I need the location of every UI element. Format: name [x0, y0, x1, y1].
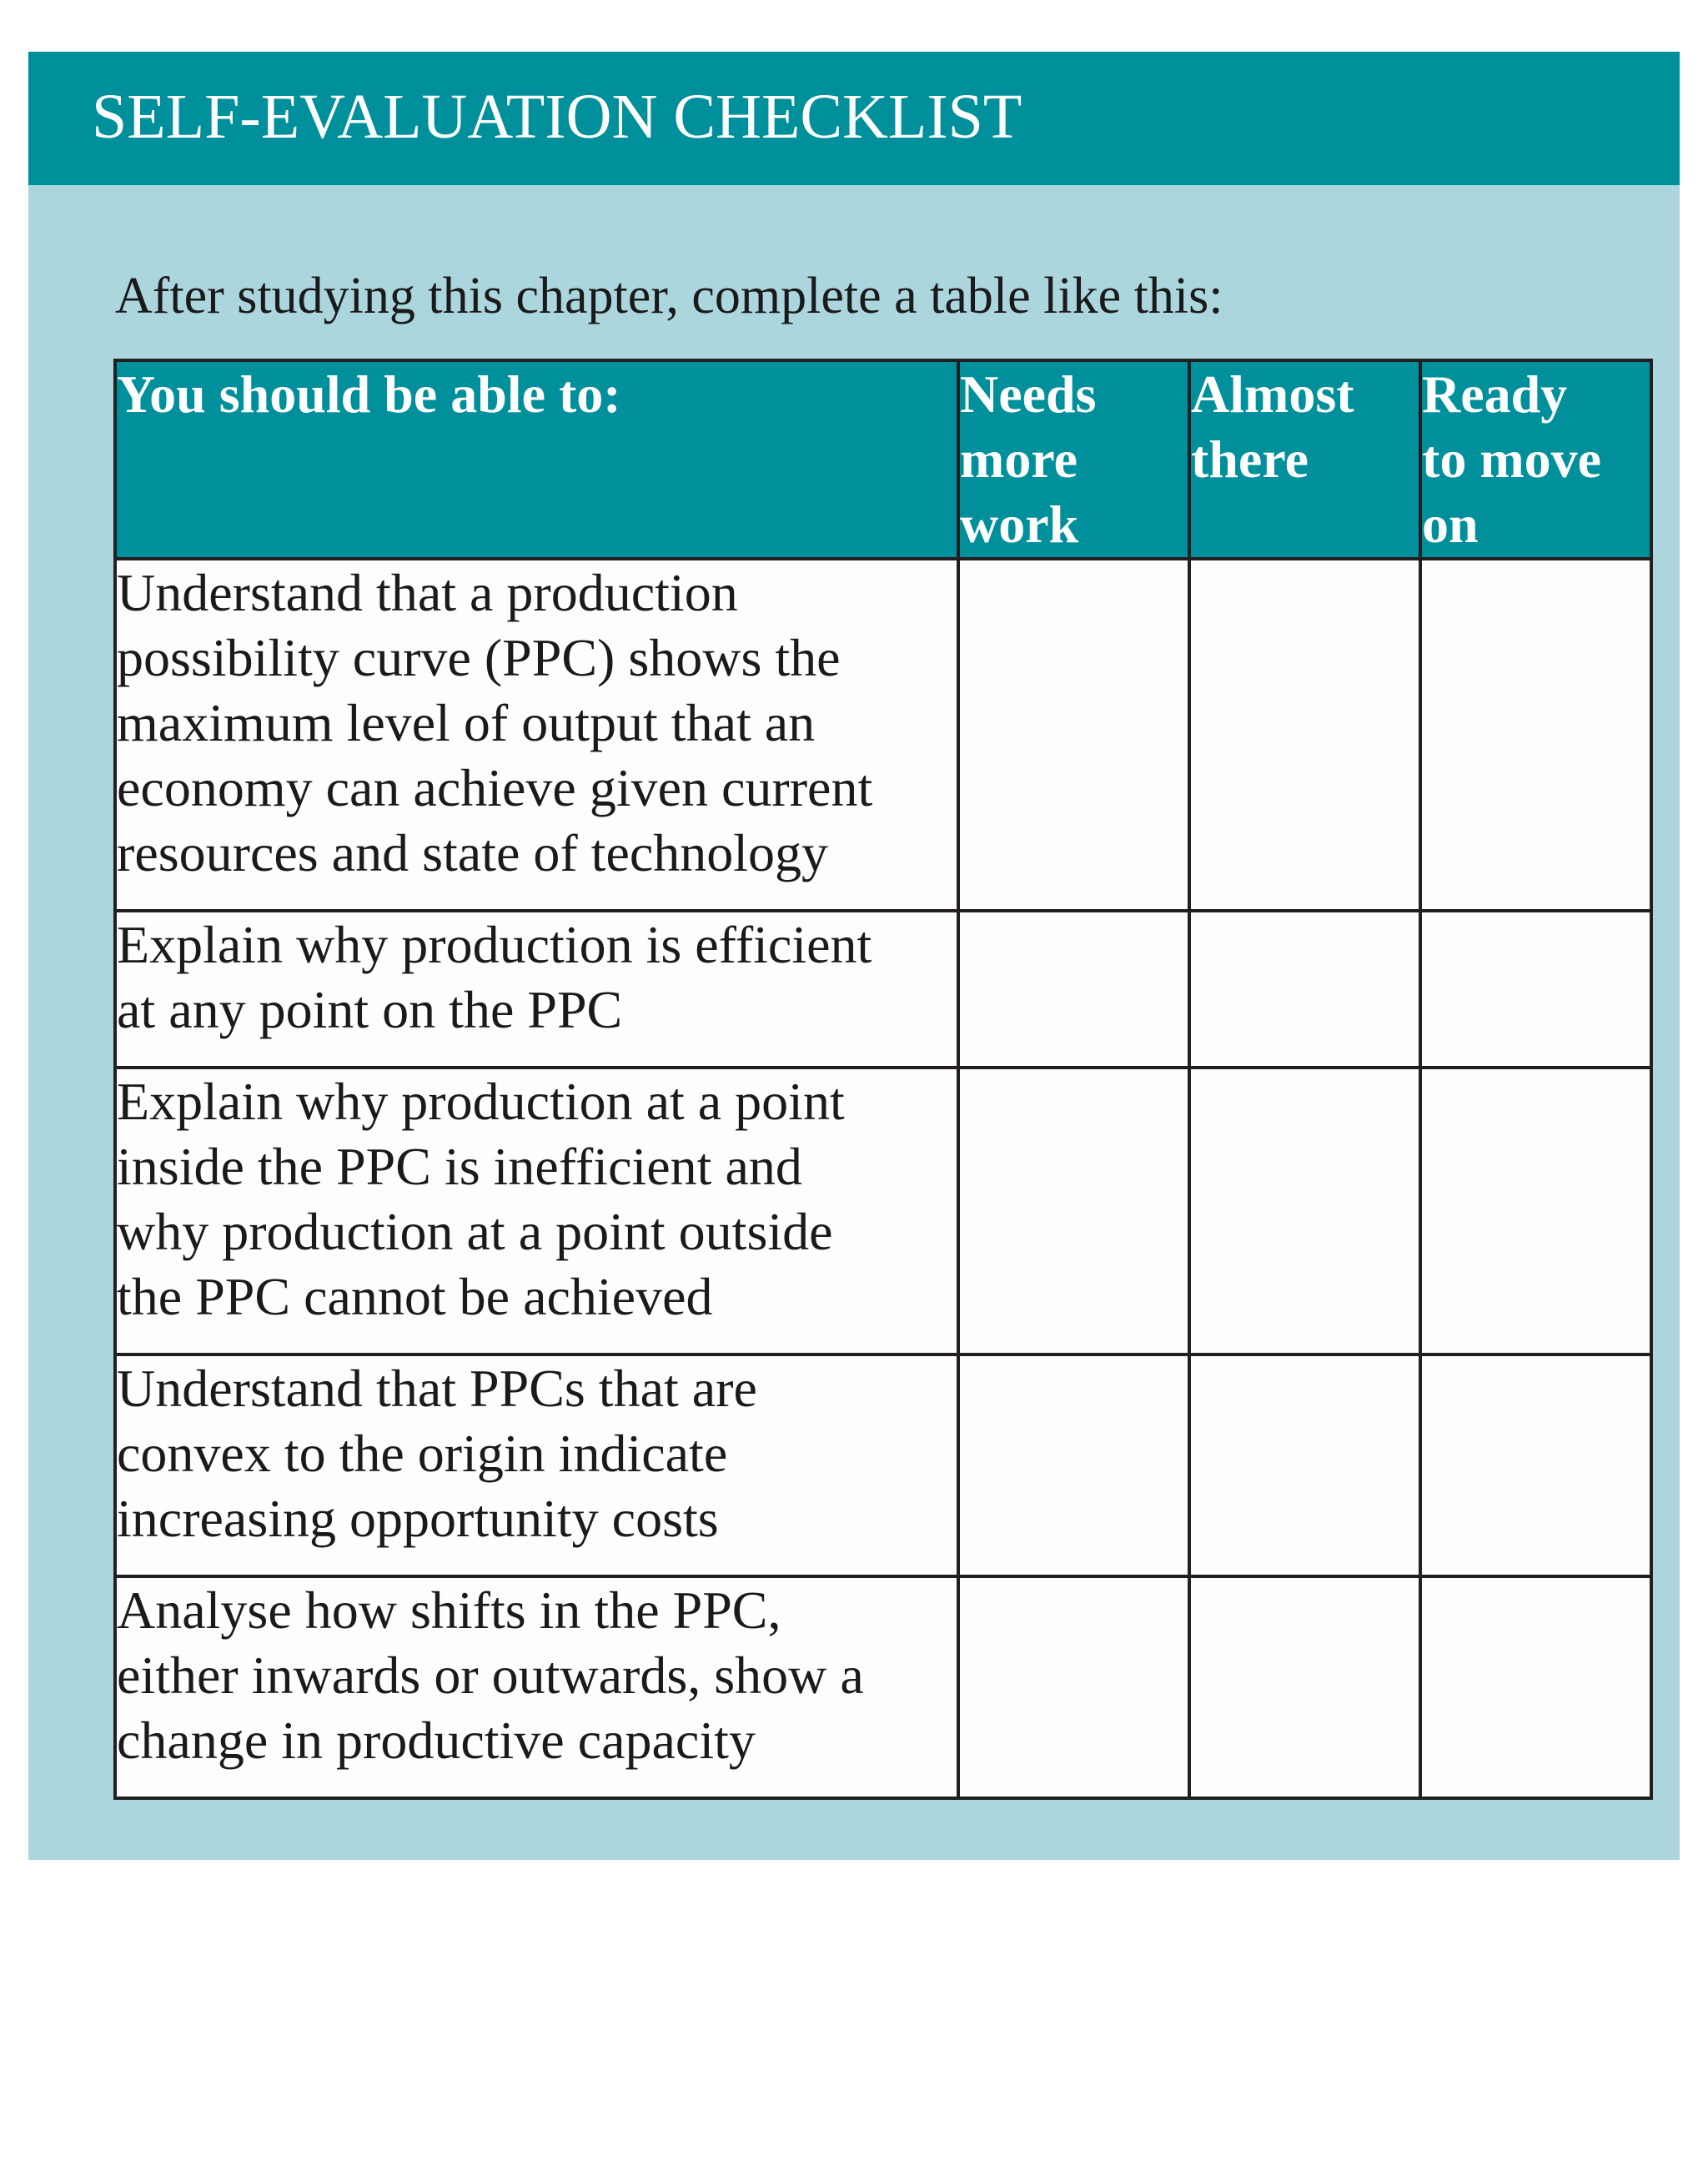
skill-cell: Explain why production is efficient at any point on the PPC [115, 911, 958, 1068]
almost-there-box[interactable] [1189, 1068, 1420, 1354]
table-row [115, 1068, 1651, 1354]
column-header-ready-to-move-on: Ready to move on [1420, 360, 1651, 559]
needs-more-work-box[interactable] [958, 559, 1189, 911]
table-row [115, 559, 1651, 911]
needs-more-work-box[interactable] [958, 1576, 1189, 1798]
needs-more-work-box[interactable] [958, 911, 1189, 1068]
skill-cell: Analyse how shifts in the PPC, either inwards or outwards, show a change in productive capacity [115, 1576, 958, 1798]
almost-there-box[interactable] [1189, 559, 1420, 911]
needs-more-work-box[interactable] [958, 1354, 1189, 1576]
panel-header [28, 52, 1680, 185]
column-header-needs-more-work: Needs more work [958, 360, 1189, 559]
skill-cell: Understand that a production possibility curve (PPC) shows the maximum level of output that an economy can achieve given current resources and state of technology [115, 559, 958, 911]
intro-text: After studying this chapter, complete a table like this: [115, 268, 1223, 324]
panel-title: SELF-EVALUATION CHECKLIST [92, 82, 1022, 152]
ready-to-move-on-box[interactable] [1420, 911, 1651, 1068]
ready-to-move-on-box[interactable] [1420, 559, 1651, 911]
ready-to-move-on-box[interactable] [1420, 1068, 1651, 1354]
almost-there-box[interactable] [1189, 1354, 1420, 1576]
checklist-panel [28, 52, 1680, 1860]
table-row [115, 1354, 1651, 1576]
column-header-skill: You should be able to: [115, 360, 958, 559]
needs-more-work-box[interactable] [958, 1068, 1189, 1354]
ready-to-move-on-box[interactable] [1420, 1576, 1651, 1798]
checklist-table [113, 359, 1653, 1800]
ready-to-move-on-box[interactable] [1420, 1354, 1651, 1576]
almost-there-box[interactable] [1189, 911, 1420, 1068]
table-row [115, 911, 1651, 1068]
header-row [115, 360, 1651, 559]
skill-cell: Understand that PPCs that are convex to the origin indicate increasing opportunity costs [115, 1354, 958, 1576]
skill-cell: Explain why production at a point inside the PPC is inefficient and why production at a point outside the PPC cannot be achieved [115, 1068, 958, 1354]
almost-there-box[interactable] [1189, 1576, 1420, 1798]
column-header-almost-there: Almost there [1189, 360, 1420, 559]
table-row [115, 1576, 1651, 1798]
